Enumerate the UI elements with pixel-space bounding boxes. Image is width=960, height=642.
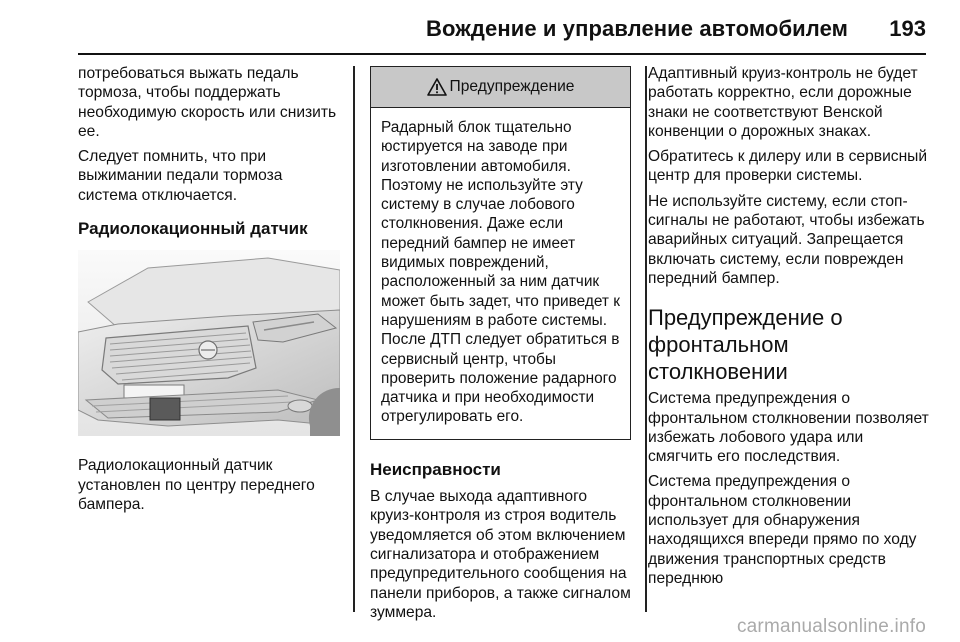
section-heading-malfunctions: Неисправности [370,459,501,479]
paragraph: Не используйте систему, если стоп-сигналы не работают, чтобы избежать аварийных ситуаций. Запрещается включать систему, если поврежден передний бампер. [648,192,925,287]
column-divider-2 [645,66,647,612]
paragraph: Система предупреждения о фронтальном столкновении использует для обнаружения находящихся впереди прямо по ходу движения транспортных средств переднюю [648,473,917,587]
page-number: 193 [889,16,926,41]
paragraph: Обратитесь к дилеру или в сервисный центр для проверки системы. [648,148,928,185]
subheading-radar-sensor: Радиолокационный датчик [78,219,308,239]
car-front-illustration [78,250,340,436]
paragraph: В случае выхода адаптивного круиз-контроля из строя водитель уведомляется об этом включением сигнализатора и отображением предупредительного сообщения на панели приборов, а также сигналом зуммера. [370,488,631,621]
paragraph: потребоваться выжать педаль тормоза, чтобы поддержать необходимую скорость или снизить ее. [78,65,337,140]
header-rule [78,53,926,55]
warning-triangle-icon [427,78,447,96]
paragraph: Система предупреждения о фронтальном столкновении позволяет избежать лобового удара или смягчить его последствия. [648,390,929,466]
page-title: Вождение и управление автомобилем [426,16,848,41]
warning-title: Предупреждение [449,78,575,96]
warning-text: Радарный блок тщательно юстируется на заводе при изготовлении автомобиля. Поэтому не используйте эту систему в случае лобового столкновения. Даже если передний бампер не имеет видимых повреждений, расположенный за ним датчик может быть задет, что приведет к нарушениям в работе системы. После ДТП следует обратиться в сервисный центр, чтобы проверить положение радарного датчика и при необходимости отрегулировать его. [381,119,620,426]
column-1 [78,64,342,520]
warning-header [371,67,630,108]
warning-box [370,66,631,440]
column-divider-1 [353,66,355,612]
heading-forward-collision-alert: Предупреждение о фронтальном столкновении [648,305,843,385]
watermark: carmanualsonline.info [736,616,926,637]
paragraph: Адаптивный круиз-контроль не будет работать корректно, если дорожные знаки не соответствуют Венской конвенции о дорожных знаках. [648,65,918,140]
column-3 [648,64,930,594]
figure-caption: Радиолокационный датчик установлен по центру переднего бампера. [78,457,315,513]
paragraph: Следует помнить, что при выжимании педали тормоза система отключается. [78,148,283,204]
page-header [0,0,960,56]
column-2 [370,64,632,628]
